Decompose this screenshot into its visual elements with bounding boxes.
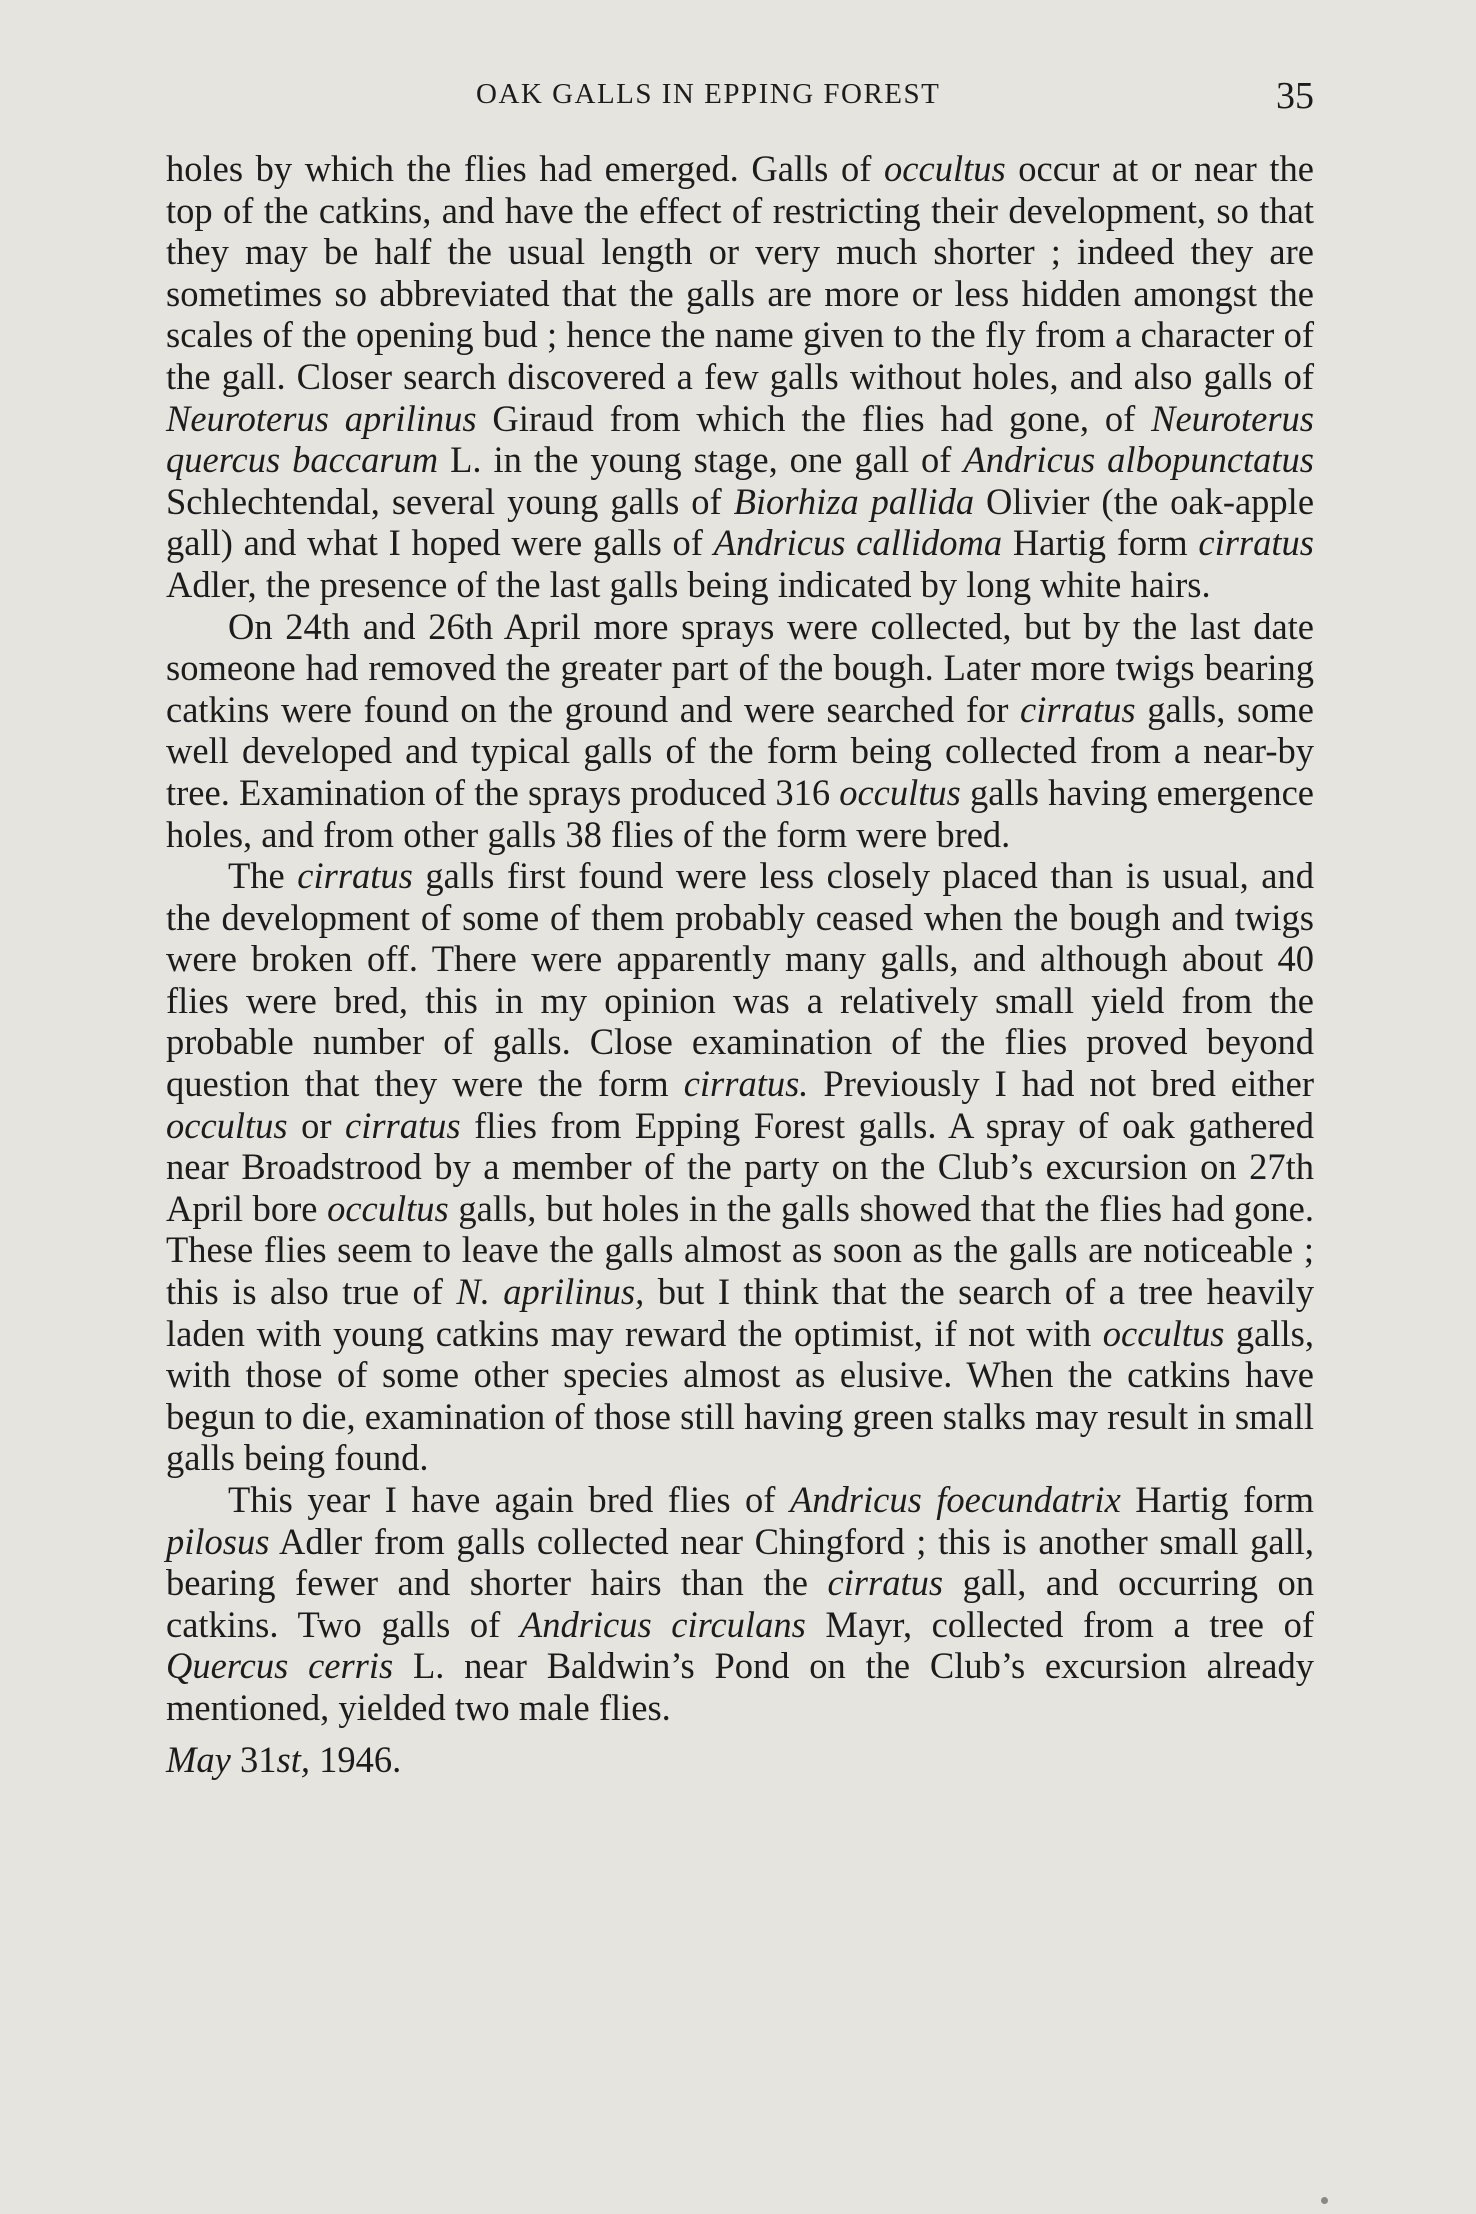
paragraph-3: The cirratus galls first found were less closely placed than is usual, and the development of some of them probably ceased when the bough and twigs were broken off. There were apparently many galls, and although about 40 flies were bred, this in my opinion was a relatively small yield from the probable number of galls. Close examination of the flies proved beyond question that they were the form cirratus. Previously I had not bred either occultus or cirratus flies from Epping Forest galls. A spray of oak gathered near Broadstrood by a member of the party on the Club’s excursion on 27th April bore occultus galls, but holes in the galls showed that the flies had gone. These flies seem to leave the galls almost as soon as the galls are noticeable ; this is also true of N. aprilinus, but I think that the search of a tree heavily laden with young catkins may reward the optimist, if not with occultus galls, with those of some other species almost as elusive. When the catkins have begun to die, examination of those still having green stalks may result in small galls being found. xyxy=(166,855,1315,1479)
page-number: 35 xyxy=(1276,75,1314,117)
page-header xyxy=(166,74,1314,120)
paragraph-1: holes by which the flies had emerged. Galls of occultus occur at or near the top of the catkins, and have the effect of restricting their development, so that they may be half the usual length or very much shorter ; indeed they are sometimes so abbreviated that the galls are more or less hidden amongst the scales of the opening bud ; hence the name given to the fly from a character of the gall. Closer search discovered a few galls without holes, and also galls of Neuroterus aprilinus Giraud from which the flies had gone, of Neuroterus quercus baccarum L. in the young stage, one gall of Andricus albopunctatus Schlechtendal, several young galls of Biorhiza pallida Olivier (the oak-apple gall) and what I hoped were galls of Andricus callidoma Hartig form cirratus Adler, the presence of the last galls being indicated by long white hairs. xyxy=(166,148,1315,605)
paragraph-4: This year I have again bred flies of Andricus foecundatrix Hartig form pilosus Adler from galls collected near Chingford ; this is another small gall, bearing fewer and shorter hairs than the cirratus gall, and occurring on catkins. Two galls of Andricus circulans Mayr, collected from a tree of Quercus cerris L. near Baldwin’s Pond on the Club’s excursion already mentioned, yielded two male flies. xyxy=(166,1479,1314,1728)
running-head: OAK GALLS IN EPPING FOREST xyxy=(476,78,941,110)
article-body xyxy=(166,148,1314,1780)
paper-speck xyxy=(1321,2197,1328,2204)
paragraph-2: On 24th and 26th April more sprays were collected, but by the last date someone had removed the greater part of the bough. Later more twigs bearing catkins were found on the ground and were searched for cirratus galls, some well developed and typical galls of the form being collected from a near-by tree. Examination of the sprays produced 316 occultus galls having emergence holes, and from other galls 38 flies of the form were bred. xyxy=(166,605,1315,855)
signature-date: May 31st, 1946. xyxy=(166,1738,402,1780)
